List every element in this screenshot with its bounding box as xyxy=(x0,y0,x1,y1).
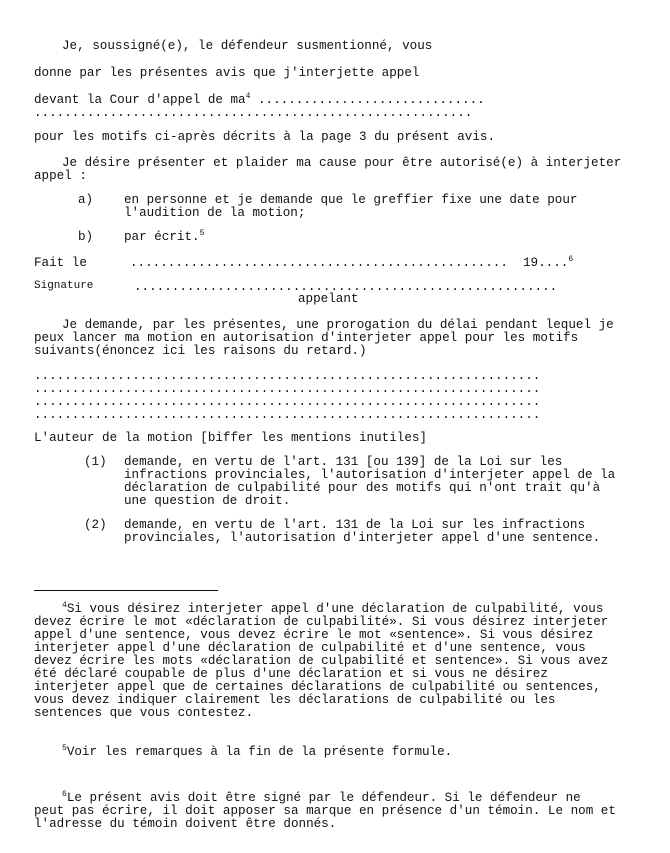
reason-line[interactable]: ................................................................... xyxy=(34,408,541,422)
body-line-6: Je désire présenter et plaider ma cause pour être autorisé(e) à interjeter xyxy=(62,156,622,170)
item-2-line: provinciales, l'autorisation d'interjeter appel d'une sentence. xyxy=(124,531,601,545)
footnote-4-line: interjeter appel que de certaines déclarations de culpabilité ou sentences, xyxy=(34,680,601,694)
footnote-ref-4: 4 xyxy=(245,92,251,101)
item-1-line: déclaration de culpabilité pour des motifs qui n'ont trait qu'à xyxy=(124,481,601,495)
footnote-5-text: Voir les remarques à la fin de la présente formule. xyxy=(66,745,453,759)
item-2-label: (2) xyxy=(84,518,107,532)
court-blank[interactable]: .............................. xyxy=(258,93,485,107)
fait-le-date-field[interactable] xyxy=(130,257,573,270)
fait-le-label: Fait le xyxy=(34,256,87,270)
option-a-line-1: en personne et je demande que le greffier fixe une date pour xyxy=(124,193,578,207)
item-1-label: (1) xyxy=(84,455,107,469)
appelant-caption: appelant xyxy=(298,292,359,306)
footnote-4-line: vous devez indiquer clairement les déclarations de culpabilité ou les xyxy=(34,693,556,707)
item-2-line: demande, en vertu de l'art. 131 de la Loi sur les infractions xyxy=(124,518,586,532)
footnote-6-line: peut pas écrire, il doit apposer sa marque en présence d'un témoin. Le nom et xyxy=(34,804,616,818)
footnote-4-line: devez écrire le mot «déclaration de culpabilité». Si vous désirez interjeter xyxy=(34,615,609,629)
body-line-7: appel : xyxy=(34,169,87,183)
footnote-4-text: Si vous désirez interjeter appel d'une déclaration de culpabilité, vous xyxy=(66,602,604,616)
option-a-label: a) xyxy=(78,193,94,207)
body-line-4-blank[interactable]: .......................................................... xyxy=(34,106,473,120)
footnote-4-line: appel d'une sentence, vous devez écrire le mot «sentence». Si vous désirez xyxy=(34,628,594,642)
item-1-line: une question de droit. xyxy=(124,494,291,508)
footnote-ref-5: 5 xyxy=(199,229,205,238)
footnote-separator xyxy=(34,590,218,591)
body-line-1: Je, soussigné(e), le défendeur susmentionné, vous xyxy=(62,39,433,53)
footnote-6-line: l'adresse du témoin doivent être donnés. xyxy=(34,817,337,831)
extension-line-3: suivants(énoncez ici les raisons du retard.) xyxy=(34,344,367,358)
item-1-line: demande, en vertu de l'art. 131 [ou 139] de la Loi sur les xyxy=(124,455,563,469)
footnote-4-line: devez écrire les mots «déclaration de culpabilité et sentence». Si vous avez xyxy=(34,654,609,668)
auteur-line: L'auteur de la motion [biffer les mentions inutiles] xyxy=(34,431,427,445)
option-b-label: b) xyxy=(78,230,94,244)
footnote-6-text: Le présent avis doit être signé par le défendeur. Si le défendeur ne xyxy=(66,791,581,805)
footnote-4-mark: 4 xyxy=(62,601,67,610)
body-line-5: pour les motifs ci-après décrits à la page 3 du présent avis. xyxy=(34,130,496,144)
footnote-5-mark: 5 xyxy=(62,744,67,753)
option-b-label-text: par écrit. xyxy=(124,230,200,244)
footnote-6-mark: 6 xyxy=(62,790,67,799)
body-line-2: donne par les présentes avis que j'interjette appel xyxy=(34,66,420,80)
option-b-text xyxy=(124,231,204,244)
reason-line[interactable]: ................................................................... xyxy=(34,382,541,396)
extension-line-2: peux lancer ma motion en autorisation d'interjeter appel pour les motifs xyxy=(34,331,579,345)
reason-line[interactable]: ................................................................... xyxy=(34,395,541,409)
signature-label: Signature xyxy=(34,280,94,292)
footnote-5 xyxy=(62,746,452,759)
item-1-line: infractions provinciales, l'autorisation d'interjeter appel de la xyxy=(124,468,616,482)
footnote-4-line: été déclaré coupable de plus d'une déclaration et si vous ne désirez xyxy=(34,667,548,681)
reason-line[interactable]: ................................................................... xyxy=(34,369,541,383)
footnote-4-line: sentences que vous contestez. xyxy=(34,706,254,720)
fait-le-blank[interactable]: .................................................. 19.... xyxy=(130,256,569,270)
signature-field[interactable]: ........................................................ xyxy=(134,280,558,294)
option-a-line-2: l'audition de la motion; xyxy=(124,206,306,220)
extension-line-1: Je demande, par les présentes, une prorogation du délai pendant lequel je xyxy=(62,318,614,332)
court-text: devant la Cour d'appel de ma xyxy=(34,93,246,107)
footnote-4-line: interjeter appel d'une déclaration de culpabilité et d'une sentence, vous xyxy=(34,641,586,655)
footnote-ref-6: 6 xyxy=(568,255,574,264)
